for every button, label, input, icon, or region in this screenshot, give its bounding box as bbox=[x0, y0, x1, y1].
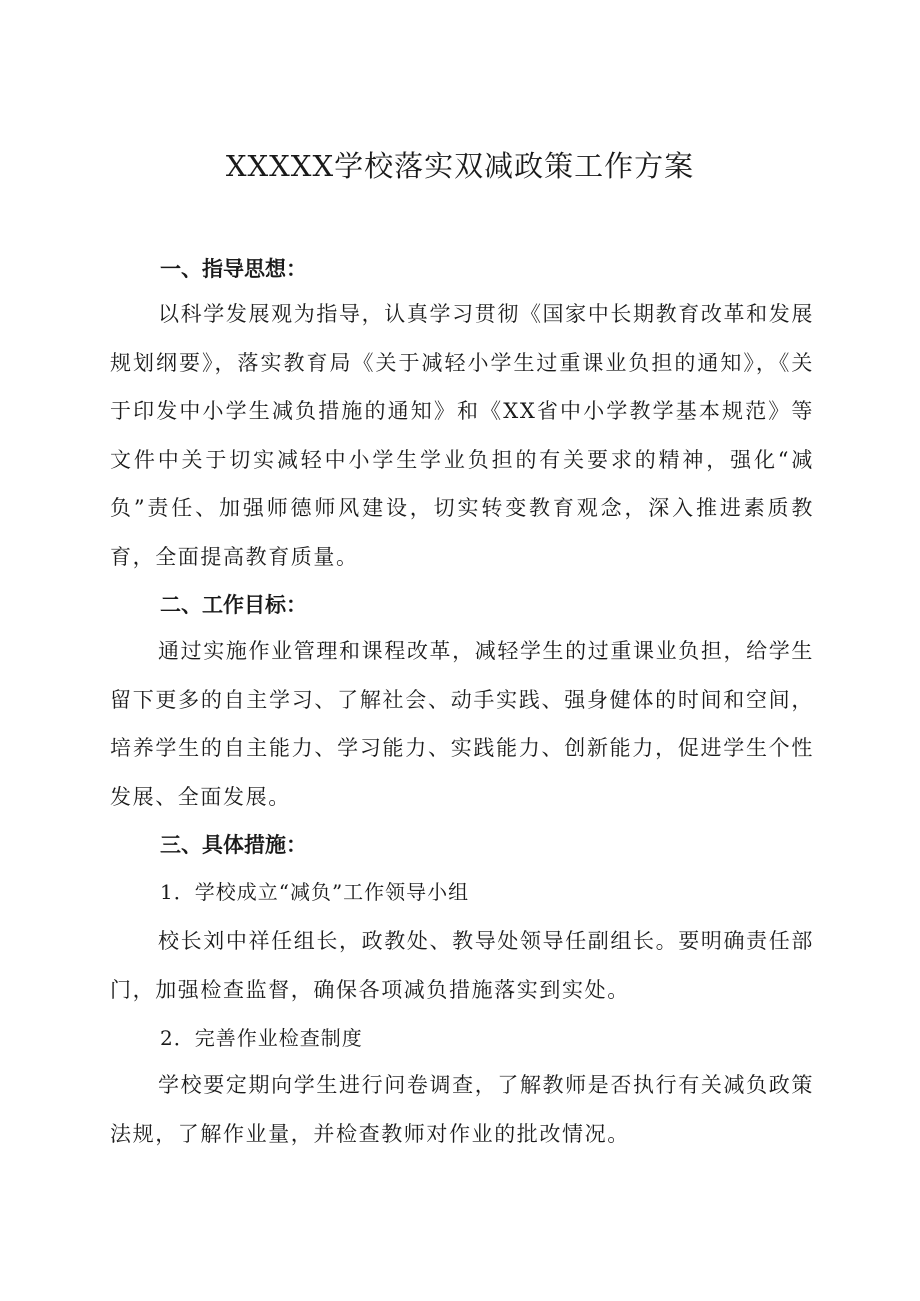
section-heading-guiding-ideology: 一、指导思想： bbox=[160, 257, 307, 281]
measure-item-title: 2．完善作业检查制度 bbox=[160, 1026, 363, 1050]
section-heading-work-goals: 二、工作目标： bbox=[160, 593, 307, 617]
section-body-work-goals: 通过实施作业管理和课程改革，减轻学生的过重课业负担，给学生留下更多的自主学习、了解社会、动手实践、强身健体的时间和空间，培养学生的自主能力、学习能力、实践能力、创新能力，促进学生个性发展、全面发展。 bbox=[110, 639, 814, 809]
document-title: XXXXX学校落实双减政策工作方案 bbox=[225, 149, 695, 183]
measure-item-body: 校长刘中祥任组长，政教处、教导处领导任副组长。要明确责任部门，加强检查监督，确保各项减负措施落实到实处。 bbox=[110, 929, 814, 1002]
section-heading-measures: 三、具体措施： bbox=[160, 833, 307, 857]
measure-item-body: 学校要定期向学生进行问卷调查，了解教师是否执行有关减负政策法规，了解作业量，并检查教师对作业的批改情况。 bbox=[110, 1073, 814, 1146]
measure-item-title: 1．学校成立“减负”工作领导小组 bbox=[160, 880, 470, 904]
section-body-guiding-ideology: 以科学发展观为指导，认真学习贯彻《国家中长期教育改革和发展规划纲要》，落实教育局《关于减轻小学生过重课业负担的通知》，《关于印发中小学生减负措施的通知》和《XX省中小学教学基本规范》等文件中关于切实减轻中小学生学业负担的有关要求的精神，强化“减负”责任、加强师德师风建设，切实转变教育观念，深入推进素质教育，全面提高教育质量。 bbox=[110, 302, 814, 569]
